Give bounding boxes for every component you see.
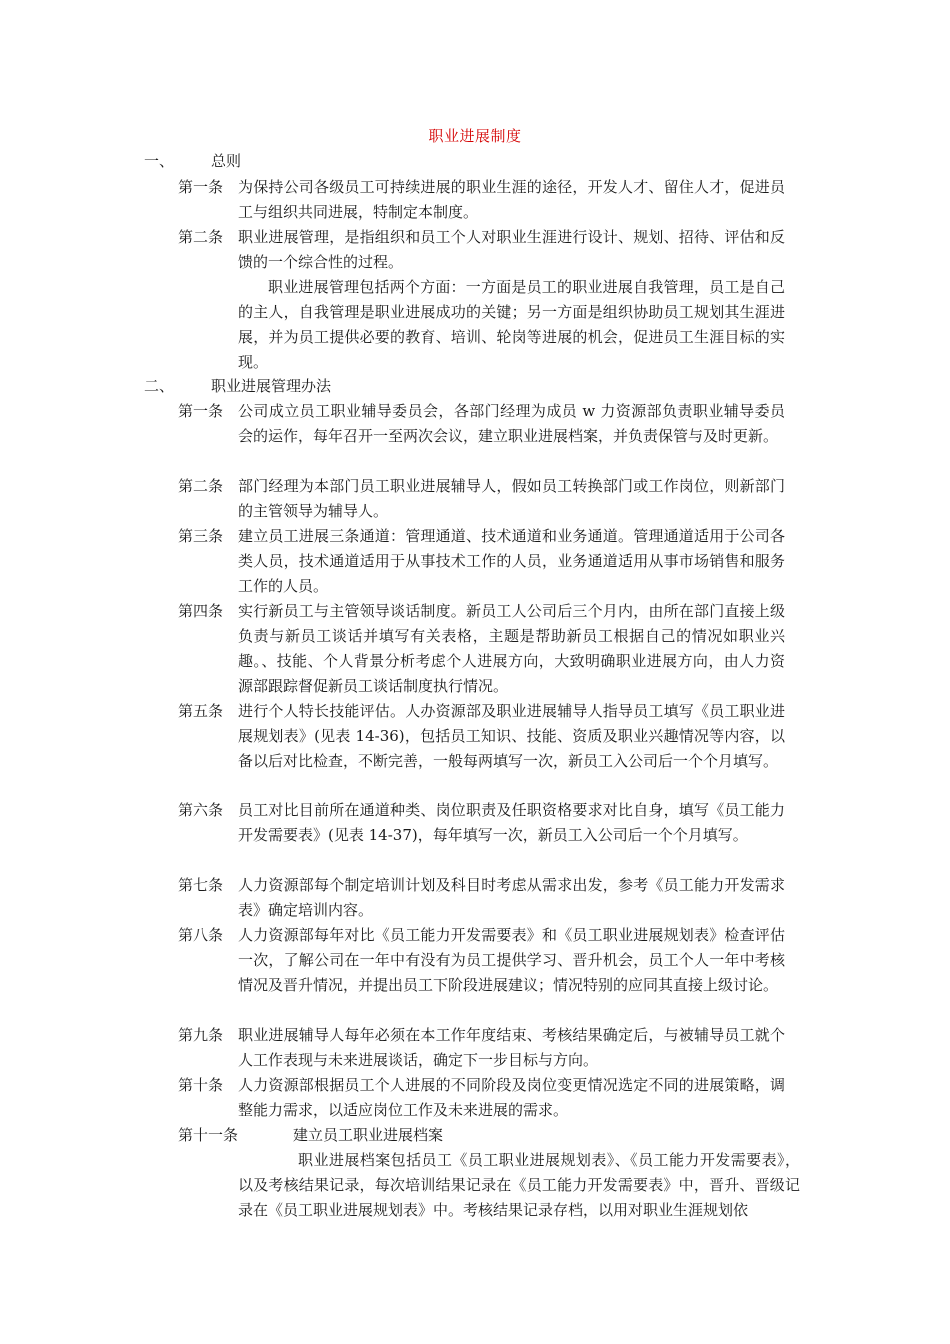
article-label: 第八条 [178, 926, 224, 944]
article-1-2 [178, 225, 785, 275]
article-2-7 [178, 873, 785, 923]
section-title: 职业进展管理办法 [211, 377, 332, 395]
article-text: 为保持公司各级员工可持续进展的职业生涯的途径，开发人才、留住人才，促进员工与组织共同进展，特制定本制度。 [238, 178, 785, 221]
article-text: 公司成立员工职业辅导委员会，各部门经理为成员 w 力资源部负责职业辅导委员会的运作，每年召开一至两次会议，建立职业进展档案，并负责保管与及时更新。 [238, 402, 785, 445]
article-text: 员工对比目前所在通道种类、岗位职责及任职资格要求对比自身，填写《员工能力开发需要表》(见表 14-37)，每年填写一次，新员工入公司后一个个月填写。 [238, 801, 785, 844]
article-text: 职业进展管理，是指组织和员工个人对职业生涯进行设计、规划、招待、评估和反馈的一个综合性的过程。 [238, 228, 785, 271]
section-title: 总则 [211, 152, 242, 170]
article-label: 第七条 [178, 876, 224, 894]
article-2-3 [178, 524, 785, 599]
article-2-1 [178, 399, 785, 449]
article-text: 建立员工进展三条通道：管理通道、技术通道和业务通道。管理通道适用于公司各类人员，技术通道适用于从事技术工作的人员，业务通道适用从事市场销售和服务工作的人员。 [238, 527, 785, 595]
article-2-10 [178, 1073, 785, 1123]
article-text: 人力资源部每个制定培训计划及科目时考虑从需求出发，参考《员工能力开发需求表》确定培训内容。 [238, 876, 785, 919]
article-text: 进行个人特长技能评估。人办资源部及职业进展辅导人指导员工填写《员工职业进展规划表》(见表 14-36)，包括员工知识、技能、资质及职业兴趣情况等内容，以备以后对比检查，不断完善，一般每两填写一次，新员工入公司后一个个月填写。 [238, 702, 785, 770]
article-label: 第二条 [178, 477, 224, 495]
paragraph-two-aspects: 职业进展管理包括两个方面：一方面是员工的职业进展自我管理，员工是自己的主人，自我管理是职业进展成功的关键；另一方面是组织协助员工规划其生涯进展，并为员工提供必要的教育、培训、轮岗等进展的机会，促进员工生涯目标的实现。 [238, 278, 785, 371]
article-label: 第九条 [178, 1026, 224, 1044]
article-label: 第十条 [178, 1076, 224, 1094]
article-label: 第一条 [178, 178, 224, 196]
article-text: 人力资源部每年对比《员工能力开发需要表》和《员工职业进展规划表》检查评估一次，了解公司在一年中有没有为员工提供学习、晋升机会，员工个人一年中考核情况及晋升情况，并提出员工下阶段进展建议；情况特别的应同其直接上级讨论。 [238, 926, 785, 994]
article-label: 第六条 [178, 801, 224, 819]
article-2-5 [178, 699, 785, 774]
article-label: 第三条 [178, 527, 224, 545]
article-2-11 [178, 1123, 443, 1148]
article-label: 第五条 [178, 702, 224, 720]
article-2-2 [178, 474, 785, 524]
section-number: 一、 [144, 152, 175, 170]
article-text: 实行新员工与主管领导谈话制度。新员工人公司后三个月内，由所在部门直接上级负责与新员工谈话并填写有关表格，主题是帮助新员工根据自己的情况如职业兴趣。、技能、个人背景分析考虑个人进展方向，大致明确职业进展方向，由人力资源部跟踪督促新员工谈话制度执行情况。 [238, 602, 785, 695]
article-text: 人力资源部根据员工个人进展的不同阶段及岗位变更情况选定不同的进展策略，调整能力需求，以适应岗位工作及未来进展的需求。 [238, 1076, 785, 1119]
section-number: 二、 [144, 377, 175, 395]
document-title: 职业进展制度 [428, 127, 522, 145]
article-2-6 [178, 798, 785, 848]
article-2-4 [178, 599, 785, 699]
article-1-1 [178, 175, 785, 225]
section-heading-general [144, 150, 241, 172]
article-text: 部门经理为本部门员工职业进展辅导人，假如员工转换部门或工作岗位，则新部门的主管领导为辅导人。 [238, 477, 785, 520]
article-2-9 [178, 1023, 785, 1073]
article-2-8 [178, 923, 785, 998]
article-label: 第十一条 [178, 1126, 239, 1144]
article-text: 职业进展辅导人每年必须在本工作年度结束、考核结果确定后，与被辅导员工就个人工作表现与未来进展谈话，确定下一步目标与方向。 [238, 1026, 785, 1069]
article-label: 第一条 [178, 402, 224, 420]
article-label: 第二条 [178, 228, 224, 246]
article-heading: 建立员工职业进展档案 [293, 1126, 444, 1144]
section-heading-methods [144, 375, 331, 397]
article-label: 第四条 [178, 602, 224, 620]
paragraph-career-archive: 职业进展档案包括员工《员工职业进展规划表》、《员工能力开发需要表》，以及考核结果记录，每次培训结果记录在《员工能力开发需要表》中，晋升、晋级记录在《员工职业进展规划表》中。考核结果记录存档，以用对职业生涯规划依 [238, 1151, 800, 1219]
